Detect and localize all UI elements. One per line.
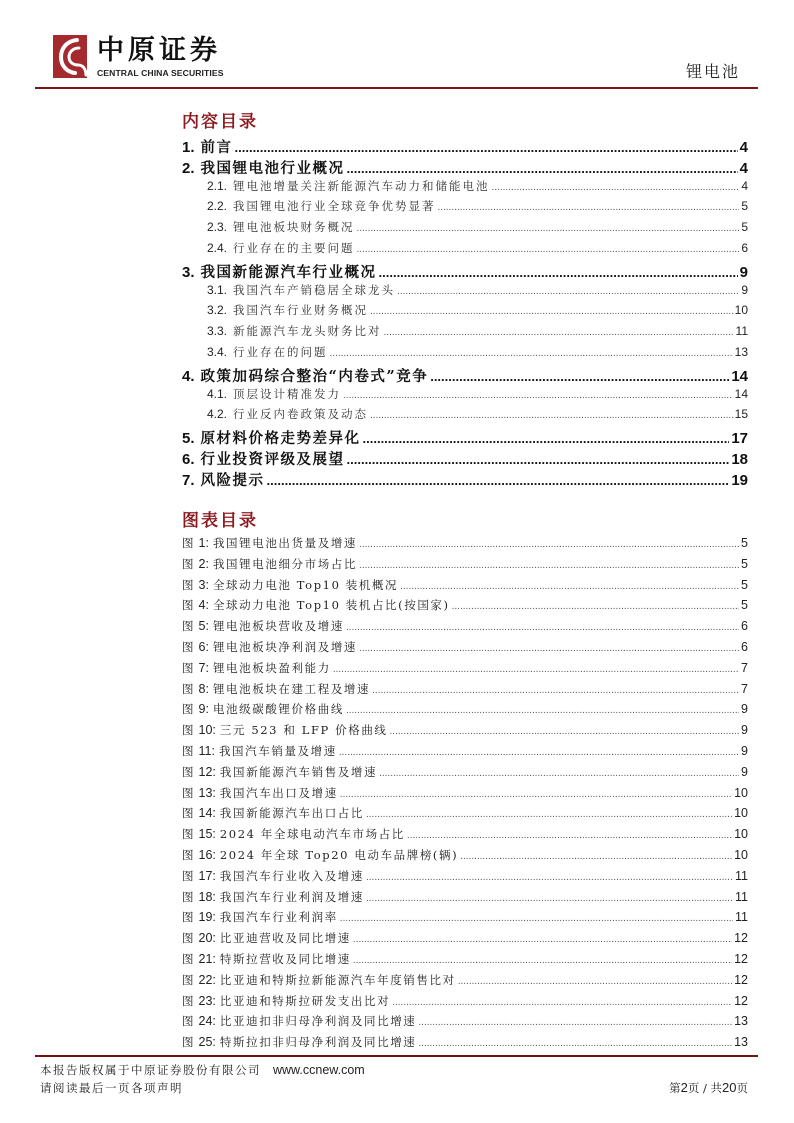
figure-entry-prefix: 图: [182, 702, 195, 717]
figure-entry[interactable]: [182, 764, 748, 784]
figure-leader-dots: [359, 539, 739, 550]
toc-entry-title: 我国锂电池行业全球竞争优势显著: [233, 199, 436, 213]
figure-entry-page: 9: [741, 744, 748, 758]
figure-leader-dots: [359, 643, 739, 654]
toc-entry-page: 14: [734, 387, 748, 401]
toc-leader-dots: [430, 369, 729, 384]
figure-entry-title: 锂电池板块净利润及增速: [212, 640, 358, 654]
footer-copyright-line: [40, 1063, 365, 1077]
figure-entry-prefix: 图: [182, 619, 195, 634]
toc-entry-number: 4.: [182, 368, 195, 385]
figure-entry-number: 18:: [198, 889, 216, 904]
toc-entry[interactable]: [182, 219, 748, 239]
figure-leader-dots: [366, 872, 733, 883]
figure-entry[interactable]: [182, 639, 748, 659]
figure-entry-title: 我国锂电池出货量及增速: [212, 536, 358, 550]
figure-entry-number: 5:: [198, 619, 209, 634]
toc-entry-number: 7.: [182, 472, 195, 489]
toc-entry-number: 1.: [182, 139, 195, 156]
toc-entry-title: 我国汽车行业财务概况: [233, 303, 369, 317]
figure-entry-title: 全球动力电池 Top10 装机占比(按国家): [212, 598, 450, 613]
toc-entry[interactable]: [182, 282, 748, 302]
figure-entry-title: 我国新能源汽车出口占比: [219, 806, 364, 821]
toc-entry[interactable]: [182, 136, 748, 157]
figure-entry-prefix: 图: [182, 744, 195, 758]
figure-entry-title: 全球动力电池 Top10 装机概况: [212, 577, 399, 592]
toc-entry[interactable]: [182, 261, 748, 282]
toc-entry-number: 3.3.: [207, 324, 228, 338]
toc-leader-dots: [267, 473, 730, 488]
toc-entry-number: 3.1.: [207, 283, 228, 297]
figure-entry-title: 我国汽车出口及增速: [219, 785, 338, 800]
toc-entry-title: 锂电池增量关注新能源汽车动力和储能电池: [233, 179, 490, 193]
toc-leader-dots: [235, 140, 738, 155]
figure-entry[interactable]: [182, 1013, 748, 1033]
toc-entry-title: 我国汽车产销稳居全球龙头: [233, 283, 396, 297]
figure-entry-page: 5: [741, 556, 748, 571]
figure-entry[interactable]: [182, 577, 748, 597]
toc-leader-dots: [370, 306, 733, 317]
figure-entry-page: 7: [741, 681, 748, 696]
figure-entry[interactable]: [182, 785, 748, 805]
toc-entry-page: 4: [741, 179, 748, 193]
toc-entry-title: 行业存在的主要问题: [233, 241, 355, 255]
toc-leader-dots: [492, 182, 740, 193]
toc-entry-number: 2.: [182, 160, 195, 177]
figure-entry-prefix: 图: [182, 806, 195, 821]
figure-entry-number: 21:: [198, 952, 216, 966]
figure-entry[interactable]: [182, 889, 748, 909]
toc-entry-number: 2.2.: [207, 199, 228, 213]
toc-leader-dots: [363, 431, 730, 446]
figure-entry-number: 12:: [198, 764, 216, 779]
toc-entry[interactable]: [182, 157, 748, 178]
footer-divider: [35, 1055, 758, 1057]
figure-entry-number: 1:: [198, 536, 209, 550]
figure-entry-title: 特斯拉扣非归母净利润及同比增速: [219, 1035, 417, 1050]
figure-entry-page: 13: [734, 1014, 748, 1029]
toc-leader-dots: [343, 390, 733, 401]
figure-entry-title: 比亚迪和特斯拉新能源汽车年度销售比对: [219, 972, 456, 987]
figure-entry[interactable]: [182, 618, 748, 638]
figure-entry-title: 我国汽车行业利润率: [219, 910, 338, 925]
toc-entry-page: 4: [739, 160, 748, 177]
figure-entry-title: 比亚迪和特斯拉研发支出比对: [219, 993, 391, 1008]
figure-entry-number: 22:: [198, 972, 216, 987]
figure-entry-number: 11:: [198, 744, 215, 758]
figure-entry[interactable]: [182, 826, 748, 846]
toc-entry-title: 锂电池板块财务概况: [233, 220, 355, 234]
figure-entry-page: 12: [734, 972, 748, 987]
figure-entry-title: 电池级碳酸锂价格曲线: [212, 702, 344, 717]
footer-copyright: 本报告版权属于中原证券股份有限公司: [40, 1063, 261, 1077]
figure-entry[interactable]: [182, 597, 748, 617]
figure-leader-dots: [339, 747, 739, 758]
figure-entry-page: 6: [741, 640, 748, 654]
figure-leader-dots: [400, 581, 739, 592]
figure-entry-prefix: 图: [182, 764, 195, 779]
figure-entry-title: 2024 年全球 Top20 电动车品牌榜(辆): [219, 848, 459, 862]
toc-entry[interactable]: [182, 386, 748, 406]
figure-leader-dots: [392, 997, 732, 1008]
figure-entry-page: 9: [741, 702, 748, 717]
figure-entry[interactable]: [182, 909, 748, 929]
figure-entry[interactable]: [182, 1034, 748, 1054]
toc-entry[interactable]: [182, 469, 748, 490]
toc-entry[interactable]: [182, 365, 748, 386]
figure-entry-prefix: 图: [182, 931, 195, 946]
figure-entry-page: 10: [734, 848, 748, 862]
toc-entry[interactable]: [182, 178, 748, 198]
figure-entry-page: 13: [734, 1035, 748, 1050]
toc-entry-title: 行业存在的问题: [233, 345, 328, 359]
figure-entry-page: 12: [734, 952, 748, 966]
figure-entry[interactable]: [182, 556, 748, 576]
figure-entry-number: 7:: [198, 660, 209, 675]
figure-leader-dots: [379, 768, 739, 779]
figure-entry-prefix: 图: [182, 972, 195, 987]
toc-entry-title: 我国新能源汽车行业概况: [200, 264, 377, 281]
figure-entry-number: 20:: [198, 931, 216, 946]
figure-leader-dots: [359, 560, 739, 571]
figure-leader-dots: [366, 893, 733, 904]
document-topic: 锂电池: [685, 62, 740, 81]
figure-leader-dots: [418, 1038, 732, 1049]
toc-entry[interactable]: [182, 406, 748, 426]
figure-entry-prefix: 图: [182, 598, 195, 613]
toc-entry-page: 9: [741, 283, 748, 297]
figure-entry-page: 10: [734, 785, 748, 800]
figure-entry[interactable]: [182, 701, 748, 721]
figure-entry[interactable]: [182, 743, 748, 763]
toc-entry-page: 5: [741, 199, 748, 213]
toc-entry-title: 原材料价格走势差异化: [200, 430, 361, 447]
toc-leader-dots: [330, 348, 733, 359]
figure-entry-prefix: 图: [182, 1014, 195, 1029]
figure-leader-dots: [366, 809, 732, 820]
toc-entry-number: 5.: [182, 430, 195, 447]
toc-entry-title: 风险提示: [200, 472, 265, 489]
toc-leader-dots: [370, 410, 733, 421]
toc-entry[interactable]: [182, 323, 748, 343]
header-divider: [35, 87, 758, 89]
toc-entry-title: 行业投资评级及展望: [200, 451, 345, 468]
toc-entry-page: 11: [735, 324, 748, 338]
figure-entry[interactable]: [182, 681, 748, 701]
figure-entry-number: 4:: [198, 598, 209, 613]
figure-entry-number: 25:: [198, 1035, 216, 1050]
figure-entry[interactable]: [182, 951, 748, 971]
toc-entry-number: 3.: [182, 264, 195, 281]
toc-entry-page: 4: [739, 139, 748, 156]
figure-entry[interactable]: [182, 722, 748, 742]
figure-leader-dots: [346, 622, 739, 633]
figure-entry-page: 5: [741, 536, 748, 550]
figure-leader-dots: [390, 726, 740, 737]
figure-entry-number: 15:: [198, 827, 216, 842]
toc-entry-number: 4.2.: [207, 407, 228, 421]
figure-entry-page: 11: [735, 910, 748, 925]
toc-entry-page: 18: [731, 451, 748, 468]
figure-entry-page: 11: [735, 889, 748, 904]
toc-leader-dots: [347, 452, 730, 467]
figure-entry-page: 5: [741, 577, 748, 592]
figure-entry-page: 12: [734, 931, 748, 946]
toc-leader-dots: [379, 265, 738, 280]
toc-entry-title: 顶层设计精准发力: [233, 387, 342, 401]
figure-entry-title: 我国汽车销量及增速: [218, 744, 337, 758]
toc-leader-dots: [397, 286, 739, 297]
toc-entry-number: 2.1.: [207, 179, 228, 193]
figure-entry[interactable]: [182, 847, 748, 867]
figure-leader-dots: [340, 789, 732, 800]
toc-entry-page: 17: [731, 430, 748, 447]
figure-leader-dots: [458, 976, 732, 987]
toc-entry[interactable]: [182, 198, 748, 218]
figure-entry-prefix: 图: [182, 1035, 195, 1050]
figure-leader-dots: [346, 705, 739, 716]
figure-entry-number: 3:: [198, 577, 209, 592]
toc-leader-dots: [384, 327, 734, 338]
figure-entry[interactable]: [182, 868, 748, 888]
figure-entry[interactable]: [182, 930, 748, 950]
figure-entry-number: 6:: [198, 640, 209, 654]
figure-entry-page: 5: [741, 598, 748, 613]
brand-name-cn: 中原证券: [97, 35, 221, 66]
figure-entry-title: 我国汽车行业利润及增速: [219, 889, 364, 904]
figure-entry-title: 特斯拉营收及同比增速: [219, 952, 351, 966]
footer-website-link[interactable]: www.ccnew.com: [273, 1063, 365, 1077]
figure-entry-number: 8:: [198, 681, 209, 696]
toc-entry-page: 19: [731, 472, 748, 489]
figure-leader-dots: [340, 913, 733, 924]
figure-leader-dots: [353, 934, 732, 945]
figure-entry-page: 12: [734, 993, 748, 1008]
footer-disclaimer: 请阅读最后一页各项声明: [40, 1081, 183, 1095]
figure-entry[interactable]: [182, 993, 748, 1013]
figure-entry-page: 9: [741, 764, 748, 779]
toc-entry-page: 14: [731, 368, 748, 385]
figure-list-title: 图表目录: [182, 511, 258, 531]
figure-entry-page: 11: [735, 868, 748, 883]
figure-entry[interactable]: [182, 535, 748, 555]
figure-entry-number: 14:: [198, 806, 216, 821]
page-current: 2: [680, 1080, 688, 1095]
figure-entry-prefix: 图: [182, 993, 195, 1008]
toc-entry-number: 2.4.: [207, 241, 228, 255]
figure-entry-prefix: 图: [182, 640, 195, 654]
toc-title: 内容目录: [182, 112, 258, 132]
figure-entry-title: 锂电池板块在建工程及增速: [212, 681, 371, 696]
toc-entry-page: 13: [734, 345, 748, 359]
toc-entry-title: 前言: [200, 139, 233, 156]
figure-entry-prefix: 图: [182, 952, 195, 966]
toc-entry-number: 3.2.: [207, 303, 228, 317]
figure-entry-prefix: 图: [182, 660, 195, 675]
figure-entry-title: 2024 年全球电动汽车市场占比: [219, 827, 405, 842]
figure-entry-number: 9:: [198, 702, 209, 717]
brand-name-en: CENTRAL CHINA SECURITIES: [97, 68, 224, 78]
toc-leader-dots: [357, 223, 740, 234]
toc-leader-dots: [357, 244, 740, 255]
figure-entry-prefix: 图: [182, 681, 195, 696]
figure-entry[interactable]: [182, 972, 748, 992]
figure-entry-page: 9: [741, 723, 748, 738]
figure-entry-prefix: 图: [182, 556, 195, 571]
figure-entry-number: 23:: [198, 993, 216, 1008]
toc-entry-page: 6: [741, 241, 748, 255]
figure-entry-prefix: 图: [182, 889, 195, 904]
figure-entry-prefix: 图: [182, 827, 195, 842]
figure-entry-prefix: 图: [182, 536, 195, 550]
figure-entry-number: 2:: [198, 556, 209, 571]
toc-entry-number: 4.1.: [207, 387, 228, 401]
figure-entry-number: 19:: [198, 910, 216, 925]
company-logo: [53, 35, 87, 78]
figure-entry-title: 我国锂电池细分市场占比: [212, 556, 358, 571]
page-suffix: 页: [736, 1081, 748, 1095]
figure-entry-prefix: 图: [182, 910, 195, 925]
toc-entry[interactable]: [182, 427, 748, 448]
figure-entry-prefix: 图: [182, 723, 195, 738]
toc-entry-page: 5: [741, 220, 748, 234]
figure-entry-prefix: 图: [182, 785, 195, 800]
figure-entry-prefix: 图: [182, 848, 195, 862]
page-total: 20: [722, 1080, 737, 1095]
logo-swirl-icon: [53, 35, 87, 78]
figure-entry-page: 6: [741, 619, 748, 634]
figure-entry-prefix: 图: [182, 868, 195, 883]
figure-entry-page: 10: [734, 806, 748, 821]
figure-leader-dots: [353, 955, 732, 966]
figure-entry-title: 比亚迪扣非归母净利润及同比增速: [219, 1014, 417, 1029]
toc-leader-dots: [347, 161, 738, 176]
figure-entry[interactable]: [182, 805, 748, 825]
figure-entry-title: 我国汽车行业收入及增速: [219, 868, 364, 883]
toc-entry-page: 15: [734, 407, 748, 421]
figure-entry-title: 锂电池板块营收及增速: [212, 619, 344, 634]
figure-entry-page: 7: [741, 660, 748, 675]
toc-entry[interactable]: [182, 240, 748, 260]
figure-leader-dots: [452, 601, 739, 612]
toc-entry-title: 新能源汽车龙头财务比对: [233, 324, 382, 338]
toc-entry[interactable]: [182, 302, 748, 322]
figure-entry-number: 24:: [198, 1014, 216, 1029]
figure-entry-number: 16:: [198, 848, 216, 862]
figure-entry-number: 17:: [198, 868, 216, 883]
toc-entry-title: 政策加码综合整治“内卷式”竞争: [200, 368, 429, 385]
figure-entry-title: 比亚迪营收及同比增速: [219, 931, 351, 946]
toc-entry-number: 3.4.: [207, 345, 228, 359]
toc-leader-dots: [438, 202, 740, 213]
toc-entry-title: 行业反内卷政策及动态: [233, 407, 369, 421]
toc-entry-title: 我国锂电池行业概况: [200, 160, 345, 177]
toc-entry-page: 9: [739, 264, 748, 281]
toc-entry-number: 2.3.: [207, 220, 228, 234]
figure-entry-number: 10:: [198, 723, 216, 738]
toc-entry-page: 10: [734, 303, 748, 317]
figure-leader-dots: [418, 1017, 732, 1028]
figure-entry-title: 我国新能源汽车销售及增速: [219, 764, 378, 779]
figure-entry-title: 三元 523 和 LFP 价格曲线: [219, 723, 388, 738]
figure-leader-dots: [372, 685, 739, 696]
toc-entry-number: 6.: [182, 451, 195, 468]
toc-entry[interactable]: [182, 344, 748, 364]
page-mid: 页 / 共: [687, 1081, 723, 1095]
figure-entry[interactable]: [182, 660, 748, 680]
figure-leader-dots: [333, 664, 739, 675]
toc-entry[interactable]: [182, 448, 748, 469]
page-prefix: 第: [669, 1081, 681, 1095]
page-indicator: [669, 1081, 748, 1095]
figure-entry-title: 锂电池板块盈利能力: [212, 660, 331, 675]
figure-entry-number: 13:: [198, 785, 216, 800]
figure-entry-prefix: 图: [182, 577, 195, 592]
figure-entry-page: 10: [734, 827, 748, 842]
figure-leader-dots: [460, 851, 732, 862]
figure-leader-dots: [407, 830, 732, 841]
